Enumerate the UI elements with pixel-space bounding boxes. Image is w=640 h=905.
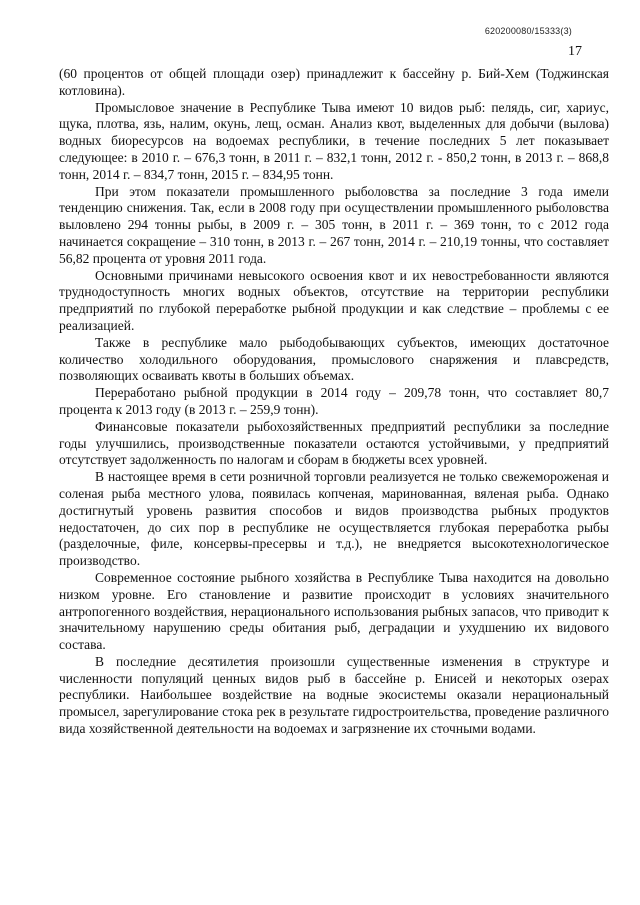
paragraph: Промысловое значение в Республике Тыва имеют 10 видов рыб: пелядь, сиг, хариус, щука, плотва, язь, налим, окунь, лещ, осман. Анализ квот, выделенных для добычи (вылова) водных биоресурсов на водоемах республики, в течение последних 5 лет показывает следующее: в 2010 г. – 676,3 тонн, в 2011 г. – 832,1 тонн, 2012 г. - 850,2 тонн, в 2013 г. – 868,8 тонн, 2014 г. – 834,7 тонн, 2015 г. – 834,95 тонн. — [59, 99, 609, 182]
page-number: 17 — [568, 44, 582, 59]
body-text — [59, 66, 609, 738]
document-id: 620200080/15333(3) — [484, 26, 572, 36]
paragraph: Также в республике мало рыбодобывающих субъектов, имеющих достаточное количество холодильного оборудования, промыслового снаряжения и плавсредств, позволяющих осваивать квоты в больших объемах. — [59, 334, 609, 384]
paragraph: (60 процентов от общей площади озер) принадлежит к бассейну р. Бий-Хем (Тоджинская котловина). — [59, 66, 609, 98]
paragraph: При этом показатели промышленного рыболовства за последние 3 года имели тенденцию снижения. Так, если в 2008 году при осуществлении промышленного рыболовства выловлено 294 тонны рыбы, в 2009 г. – 305 тонн, в 2011 г. – 369 тонн, то с 2012 года начинается сокращение – 310 тонн, в 2013 г. – 267 тонн, 2014 г. – 210,19 тонны, что составляет 56,82 процента от уровня 2011 года. — [59, 183, 609, 266]
paragraph: В последние десятилетия произошли существенные изменения в структуре и численности популяций ценных видов рыб в бассейне р. Енисей и некоторых озерах республики. Наибольшее воздействие на водные экосистемы оказали нерациональный промысел, зарегулирование стока рек в результате гидростроительства, проведение различного вида хозяйственной деятельности на водоемах и загрязнение их сточными водами. — [59, 653, 609, 737]
paragraph: Финансовые показатели рыбохозяйственных предприятий республики за последние годы улучшились, производственные показатели остаются устойчивыми, у предприятий отсутствует задолженность по налогам и сборам в бюджеты всех уровней. — [59, 418, 609, 468]
paragraph: Переработано рыбной продукции в 2014 году – 209,78 тонн, что составляет 80,7 процента к 2013 году (в 2013 г. – 259,9 тонн). — [59, 385, 609, 417]
paragraph: Современное состояние рыбного хозяйства в Республике Тыва находится на довольно низком уровне. Его становление и развитие происходит в условиях значительного антропогенного воздействия, нерационального использования рыбных запасов, что приводит к значительному нарушению среды обитания рыб, деградации и ухудшению их видового состава. — [59, 569, 609, 653]
paragraph: В настоящее время в сети розничной торговли реализуется не только свежемороженая и соленая рыба местного улова, появилась копченая, маринованная, вяленая рыба. Однако достигнутый уровень развития способов и видов производства рыбных продуктов недостаточен, до сих пор в республике не осуществляется глубокая переработка рыбы (разделочные, филе, консервы-пресервы и т.д.), не внедряется высокотехнологическое производство. — [59, 469, 609, 569]
paragraph: Основными причинами невысокого освоения квот и их невостребованности являются труднодоступность многих водных объектов, отсутствие на территории республики предприятий по глубокой переработке рыбной продукции и как следствие – проблемы с ее реализацией. — [59, 267, 609, 333]
